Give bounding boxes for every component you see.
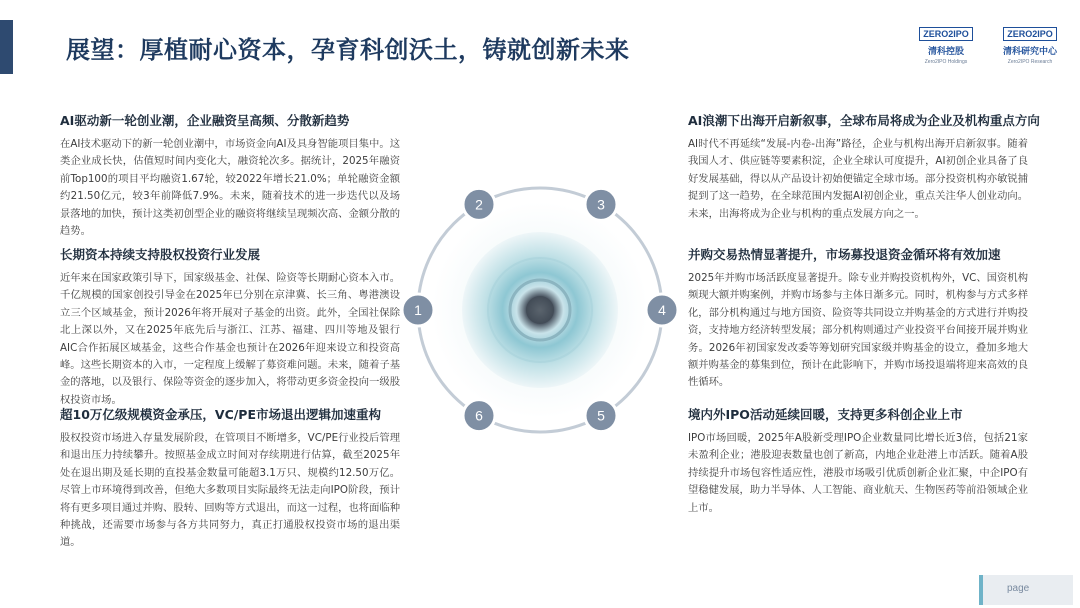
section-ai-startup-wave (60, 111, 400, 240)
cycle-node-label: 5 (597, 407, 605, 424)
zero2ipo-holdings-logo (913, 27, 979, 67)
cycle-diagram (380, 150, 700, 470)
logo-mark: ZERO2IPO (919, 27, 973, 41)
section-heading: AI驱动新一轮创业潮，企业融资呈高频、分散新趋势 (60, 113, 350, 128)
cycle-node-2 (463, 188, 495, 220)
page-label: page (1007, 583, 1030, 594)
cycle-node-6 (463, 400, 495, 432)
cycle-node-4 (646, 294, 678, 326)
section-body: 2025年并购市场活跃度显著提升。除专业并购投资机构外，VC、国资机构频现大额并购案例，并购市场参与主体日渐多元。同时，机构参与方式多样化，部分机构通过与地方国资、险资等共同设立并购基金的方式进行并购投资，支持地方经济转型发展；部分机构则通过产业投资平台间接开展并购业务。2026年初国家发改委等筹划研究国家级并购基金的设立，叠加多地大额并购基金的募集到位，预计在此影响下，并购市场投退端将迎来高效的良性循环。 (688, 272, 1028, 389)
section-body: AI时代不再延续“发展-内卷-出海”路径，企业与机构出海开启新叙事。随着我国人才、供应链等要素积淀，企业全球认可度提升，AI初创企业具备了良好发展基础，得以从产品设计初始便锚定全球市场。部分投资机构亦敏锐捕捉到了这一趋势，在全球范围内发掘AI初创企业，重点关注华人创业动向。未来，出海将成为企业与机构的重点发展方向之一。 (688, 138, 1028, 220)
page-title: 展望：厚植耐心资本，孕育科创沃土，铸就创新未来 (66, 36, 630, 64)
zero2ipo-research-logo (997, 27, 1063, 67)
section-long-term-capital (60, 245, 400, 409)
section-body: 近年来在国家政策引导下，国家级基金、社保、险资等长期耐心资本入市。千亿规模的国家创投引导金在2025年已分别在京津冀、长三角、粤港澳设立三个区域基金，预计2026年将开展对子基金的出资。此外，全国社保除北上深以外，又在2025年底先后与浙江、江苏、福建、四川等地及银行AIC合作拓展区域基金，这些合作基金也预计在2026年迎来设立和投资高峰。这些长期资本的入市，一定程度上缓解了募资难问题。未来，随着子基金的落地，以及银行、保险等资金的逐步加入，将带动更多资金投向一级股权投资市场。 (60, 272, 400, 406)
cycle-node-label: 1 (414, 302, 422, 318)
cycle-node-label: 4 (658, 302, 666, 318)
cycle-node-label: 3 (597, 196, 605, 213)
section-body: 股权投资市场进入存量发展阶段，在管项目不断增多，VC/PE行业投后管理和退出压力持续攀升。按照基金成立时间对存续期进行估算，截至2025年处在退出期及延长期的直投基金数量可能超3.1万只、规模约12.50万亿。尽管上市环境得到改善，但绝大多数项目实际最终无法走向IPO阶段，预计将有更多项目通过并购、股转、回购等方式退出，而这一过程，也将面临种种挑战，还需要市场参与各方共同努力，真正打通股权投资市场的退出渠道。 (60, 432, 400, 549)
cycle-node-1 (402, 294, 434, 326)
cycle-node-5 (585, 400, 617, 432)
section-going-global (688, 111, 1040, 223)
cycle-node-label: 6 (475, 407, 483, 424)
section-heading: 长期资本持续支持股权投资行业发展 (60, 247, 261, 262)
section-exit-pressure (60, 405, 400, 552)
logo-cn-name: 清科研究中心 (1002, 47, 1057, 57)
section-body: 在AI技术驱动下的新一轮创业潮中，市场资金向AI及具身智能项目集中。这类企业成长快，估值短时间内变化大，融资轮次多。据统计，2025年融资前Top100的项目平均融资1.67轮，较2022年增长21.0%；单轮融资金额约21.50亿元，较3年前降低7.9%。未来，随着技术的进一步迭代以及场景落地的加快，预计这类初创型企业的融资将继续呈现频次高、金额分散的趋势。 (60, 138, 400, 238)
section-heading: 并购交易热情显著提升，市场募投退资金循环将有效加速 (688, 247, 1001, 262)
page-tag (979, 575, 1073, 605)
section-heading: 超10万亿级规模资金承压，VC/PE市场退出逻辑加速重构 (60, 407, 382, 422)
logo-cn-name: 清科控股 (927, 47, 964, 57)
section-ipo-recovery (688, 405, 1028, 517)
cycle-node-label: 2 (475, 196, 483, 213)
logo-en-name: Zero2IPO Research (1007, 59, 1053, 65)
section-heading: 境内外IPO活动延续回暖，支持更多科创企业上市 (688, 407, 963, 422)
section-heading: AI浪潮下出海开启新叙事，全球布局将成为企业及机构重点方向 (688, 113, 1040, 128)
logo-mark: ZERO2IPO (1003, 27, 1057, 41)
cycle-node-3 (585, 188, 617, 220)
title-accent-bar (0, 20, 13, 74)
logo-en-name: Zero2IPO Holdings (924, 59, 968, 65)
section-body: IPO市场回暖，2025年A股新受理IPO企业数量同比增长近3倍，包括21家未盈利企业；港股迎表数量也创了新高，内地企业赴港上市活跃。随着A股持续提升市场包容性适应性，港股市场吸引优质创新企业汇聚，中企IPO有望稳健发展，助力半导体、人工智能、商业航天、生物医药等前沿领域企业上市。 (688, 432, 1028, 514)
section-mna (688, 245, 1028, 392)
